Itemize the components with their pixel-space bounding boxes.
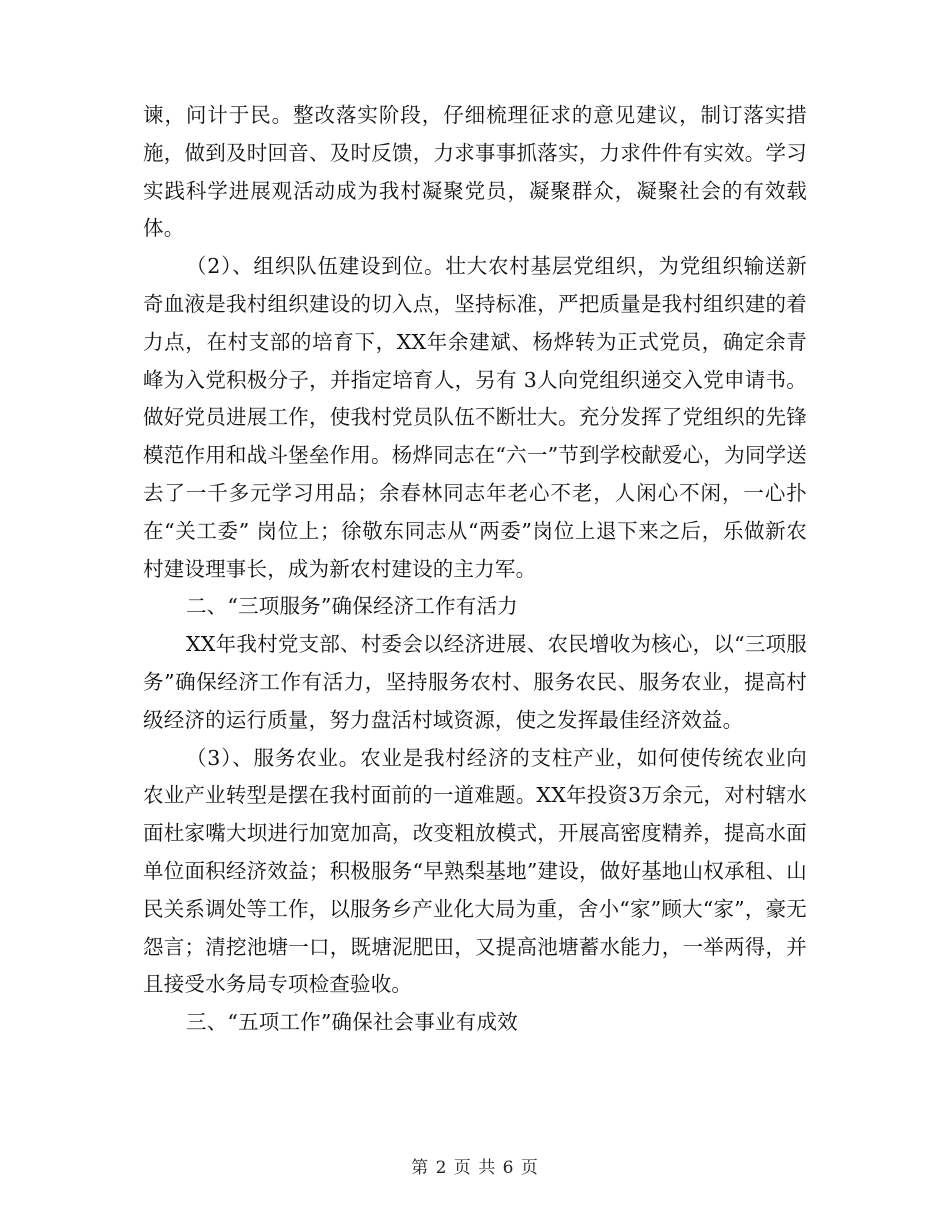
paragraph-economic-work: XX年我村党支部、村委会以经济进展、农民增收为核心，以“三项服务”确保经济工作有活力，坚持服务农村、服务农民、服务农业，提高村级经济的运行质量，努力盘活村域资源，使之发挥最佳经济效益。 [143,632,807,732]
section-heading-three-services: 二、“三项服务”确保经济工作有活力 [186,594,518,619]
paragraph-serve-agriculture: （3）、服务农业。农业是我村经济的支柱产业，如何使传统农业向农业产业转型是摆在我村面前的一道难题。XX年投资3万余元，对村辖水面杜家嘴大坝进行加宽加高，改变粗放模式，开展高密度精养，提高水面单位面积经济效益；积极服务“早熟梨基地”建设，做好基地山权承租、山民关系调处等工作，以服务乡产业化大局为重，舍小“家”顾大“家”，豪无怨言；清挖池塘一口，既塘泥肥田，又提高池塘蓄水能力，一举两得，并且接受水务局专项检查验收。 [143,745,807,997]
paragraph-organization-building: （2）、组织队伍建设到位。壮大农村基层党组织，为党组织输送新奇血液是我村组织建设的切入点，坚持标准，严把质量是我村组织建的着力点，在村支部的培育下，XX年余建斌、杨烨转为正式党员，确定余青峰为入党积极分子，并指定培育人，另有 3人向党组织递交入党申请书。做好党员进展工作，使我村党员队伍不断壮大。充分发挥了党组织的先锋模范作用和战斗堡垒作用。杨烨同志在“六一”节到学校献爱心，为同学送去了一千多元学习用品；余春林同志年老心不老，人闲心不闲，一心扑在“关工委” 岗位上；徐敬东同志从“两委”岗位上退下来之后，乐做新农村建设理事长，成为新农村建设的主力军。 [143,254,807,581]
document-body [143,97,807,1042]
section-heading-five-works: 三、“五项工作”确保社会事业有成效 [186,1010,518,1035]
page-number-footer: 第 2 页 共 6 页 [411,1158,539,1178]
paragraph-continuation: 谏，问计于民。整改落实阶段，仔细梳理征求的意见建议，制订落实措施，做到及时回音、及时反馈，力求事事抓落实，力求件件有实效。学习实践科学进展观活动成为我村凝聚党员，凝聚群众，凝聚社会的有效载体。 [143,103,807,241]
